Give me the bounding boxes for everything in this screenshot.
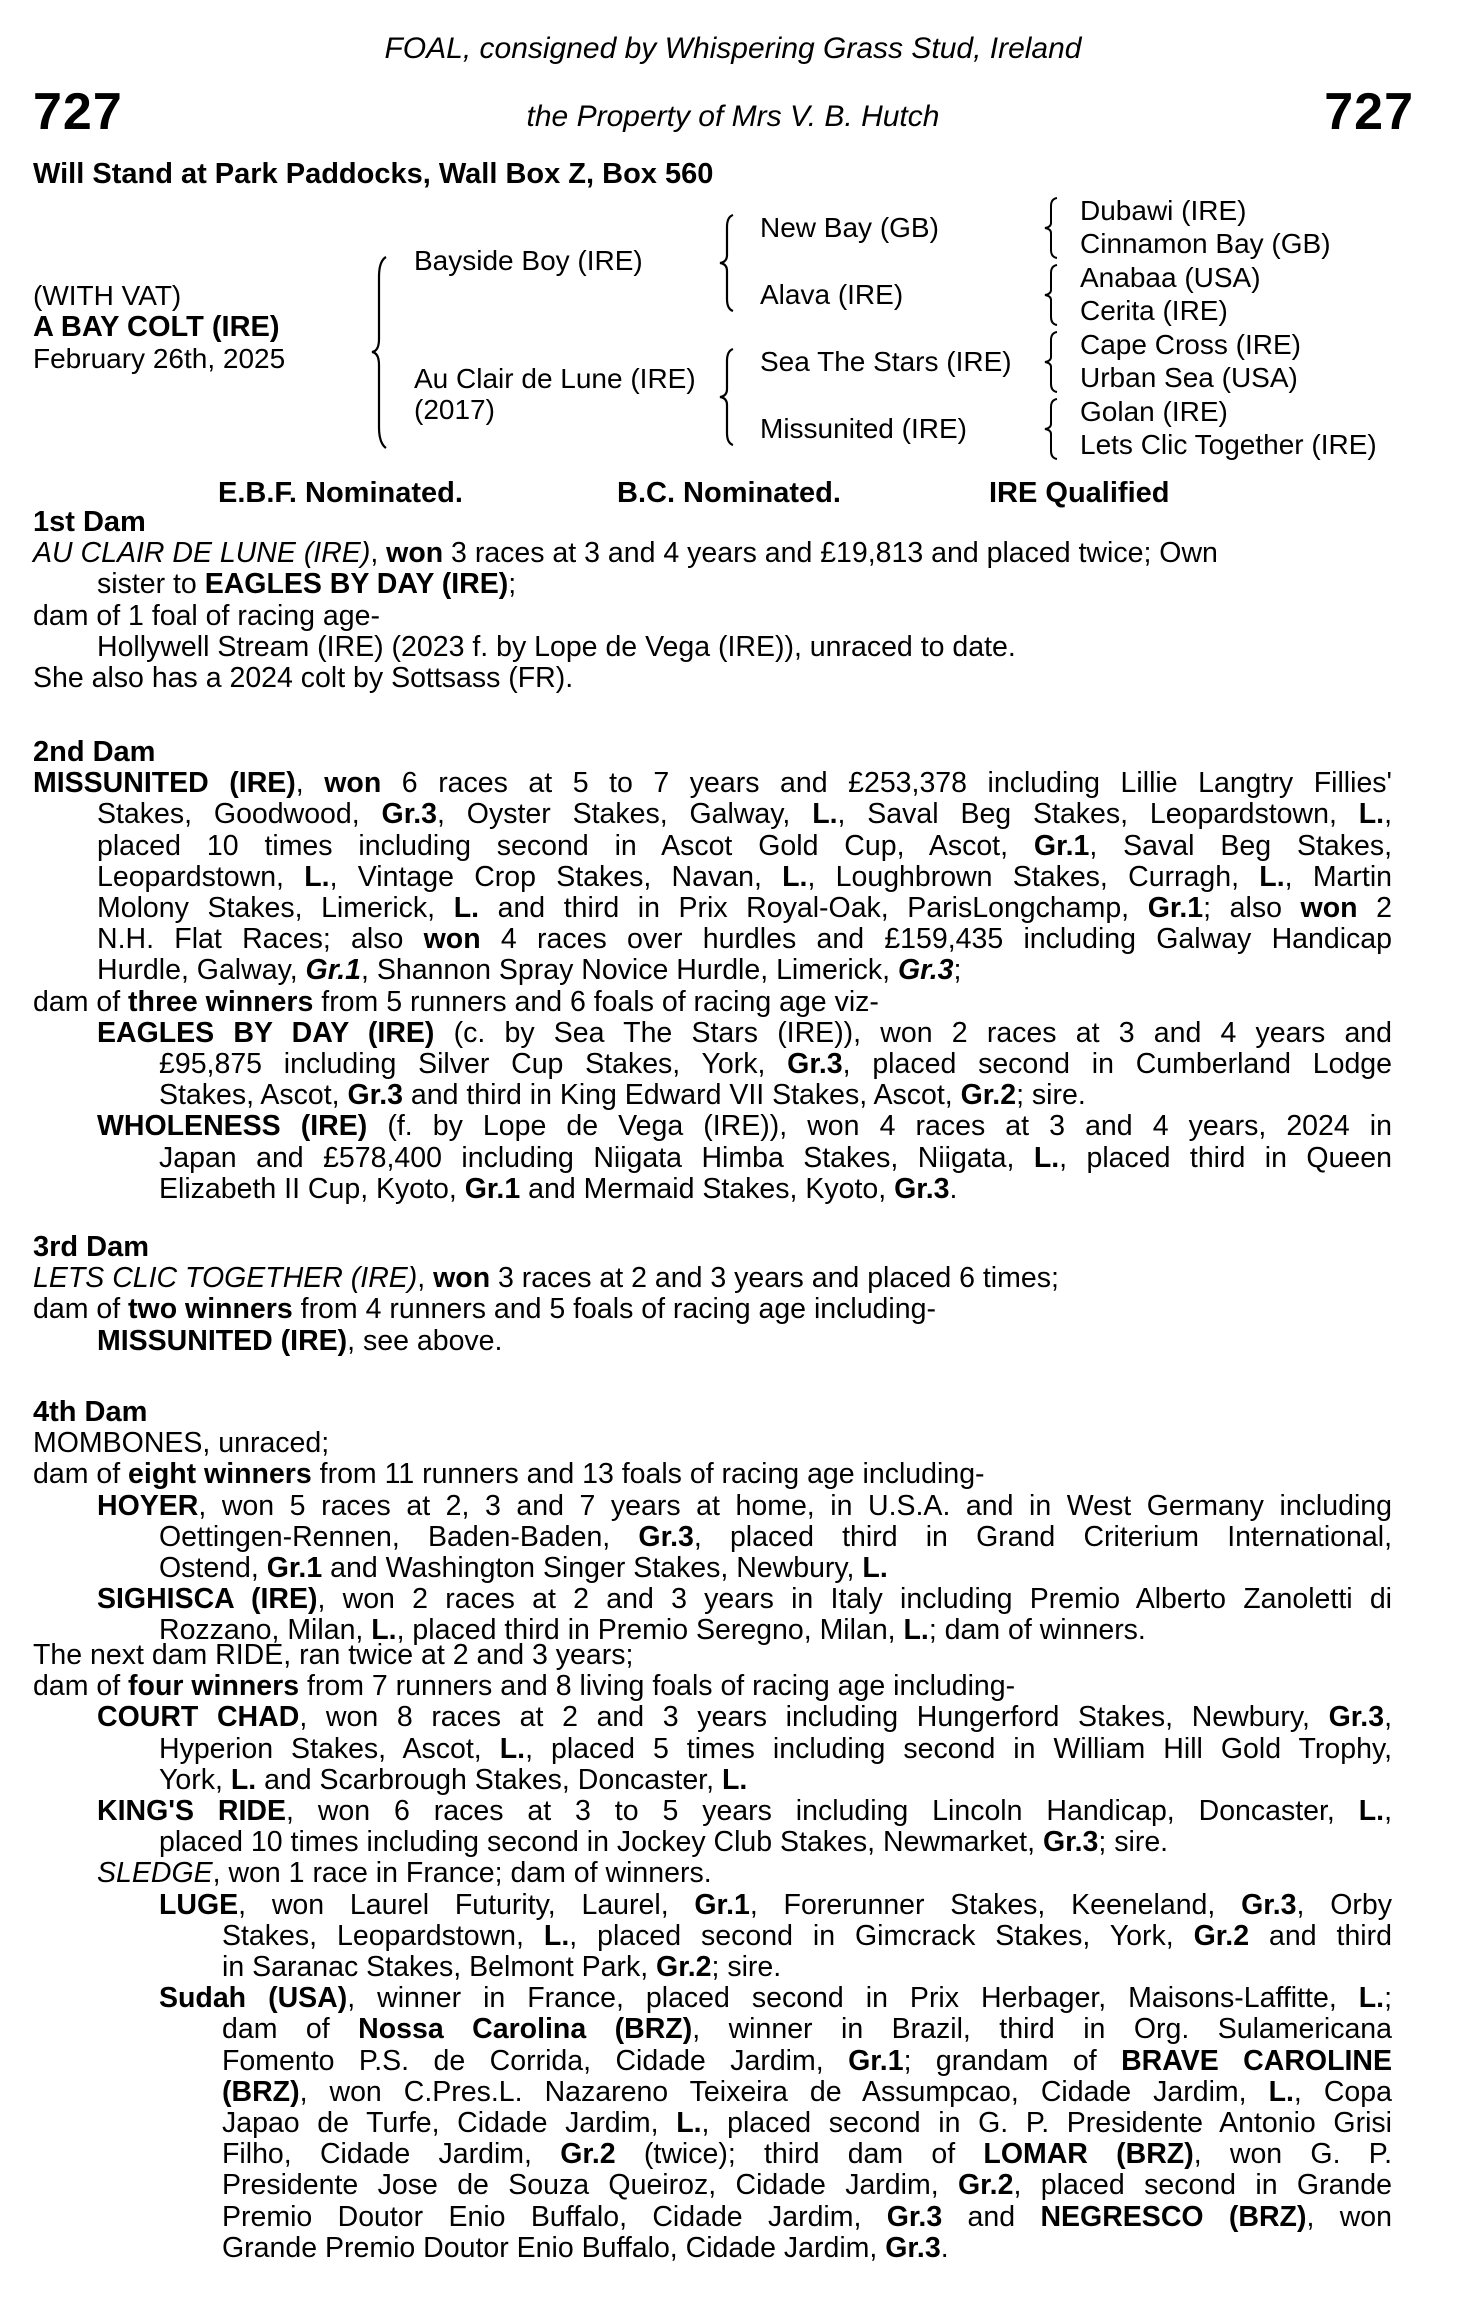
text-segment: Japan and £578,400 including Niigata Himba Stakes, Niigata, bbox=[159, 1142, 1034, 1174]
emphasis-text: L. bbox=[1268, 2076, 1294, 2108]
text-segment: , Saval Beg Stakes, bbox=[1089, 830, 1392, 862]
italic-name: SLEDGE bbox=[97, 1857, 213, 1890]
text-segment: 3 races at 3 and 4 years and £19,813 and placed twice; Own bbox=[443, 537, 1218, 570]
emphasis-text: EAGLES BY DAY (IRE) bbox=[204, 568, 509, 601]
text-segment: , Saval Beg Stakes, Leopardstown, bbox=[837, 799, 1359, 831]
text-segment: ; bbox=[953, 954, 962, 987]
text-segment: £95,875 including Silver Cup Stakes, York, bbox=[159, 1049, 788, 1080]
text-segment: ; grandam of bbox=[903, 2045, 1122, 2077]
lot-number-right: 727 bbox=[1324, 83, 1414, 141]
text-segment: ; bbox=[508, 568, 517, 601]
text-segment: and third in King Edward VII Stakes, Ascot, bbox=[402, 1079, 961, 1112]
text-line bbox=[159, 1890, 1392, 1921]
emphasis-text: NEGRESCO (BRZ) bbox=[1040, 2201, 1307, 2233]
text-segment: Ostend, bbox=[159, 1552, 267, 1584]
text-line bbox=[97, 862, 1392, 893]
text-segment: , placed 5 times including second in William Hill Gold Trophy, bbox=[525, 1733, 1392, 1765]
pedigree-brace-g3-3 bbox=[1043, 330, 1059, 394]
qualification-ire: IRE Qualified bbox=[989, 477, 1170, 509]
text-segment: and Washington Singer Stakes, Newbury, bbox=[322, 1552, 863, 1584]
emphasis-text: L. bbox=[1358, 799, 1385, 831]
emphasis-text: Gr.2 bbox=[960, 1079, 1017, 1112]
emphasis-text: Gr.1 bbox=[1033, 830, 1090, 862]
text-segment: , won 1 race in France; dam of winners. bbox=[212, 1857, 712, 1890]
text-segment: Japao de Turfe, Cidade Jardim, bbox=[222, 2108, 677, 2139]
text-line bbox=[97, 632, 1016, 663]
text-segment: and Mermaid Stakes, Kyoto, bbox=[520, 1172, 895, 1205]
text-line bbox=[33, 1263, 1059, 1294]
emphasis-text: two winners bbox=[128, 1293, 293, 1326]
text-segment: . bbox=[940, 2231, 949, 2264]
emphasis-text: Gr.3 bbox=[898, 954, 954, 987]
text-line bbox=[97, 1702, 1392, 1733]
foaling-date: February 26th, 2025 bbox=[33, 343, 286, 374]
text-line bbox=[222, 2014, 1392, 2045]
text-segment: , won 2 races at 2 and 3 years in Italy including Premio Alberto Zanoletti di bbox=[317, 1584, 1392, 1616]
emphasis-text: L. bbox=[1358, 1796, 1385, 1827]
text-segment: in Saranac Stakes, Belmont Park, bbox=[222, 1951, 657, 1983]
emphasis-text: L. bbox=[304, 861, 330, 893]
text-line bbox=[97, 1018, 1392, 1049]
text-line bbox=[33, 768, 1392, 799]
text-segment: Stakes, Ascot, bbox=[159, 1079, 348, 1112]
emphasis-text: Gr.1 bbox=[305, 954, 362, 987]
text-line bbox=[222, 2202, 1392, 2233]
text-segment: , placed second in Cumberland Lodge bbox=[842, 1049, 1392, 1080]
pedigree-sire: Bayside Boy (IRE) bbox=[414, 245, 643, 276]
text-segment: Presidente Jose de Souza Queiroz, Cidade Jardim, bbox=[222, 2170, 958, 2202]
emphasis-text: Gr.1 bbox=[464, 1172, 521, 1205]
text-segment: , bbox=[1384, 1702, 1392, 1734]
pedigree-sire-sire: New Bay (GB) bbox=[760, 212, 939, 243]
text-line bbox=[159, 1827, 1168, 1858]
text-segment: , won 8 races at 2 and 3 years including Hungerford Stakes, Newbury, bbox=[299, 1702, 1329, 1734]
text-line bbox=[97, 924, 1392, 955]
text-segment: , bbox=[295, 768, 325, 800]
text-line bbox=[222, 2139, 1392, 2170]
text-line bbox=[33, 1640, 633, 1671]
text-line bbox=[159, 1765, 747, 1796]
emphasis-text: Gr.2 bbox=[1193, 1920, 1250, 1952]
section-heading: 2nd Dam bbox=[33, 736, 156, 768]
text-line bbox=[97, 569, 516, 600]
text-line bbox=[97, 1584, 1392, 1615]
pedigree-gen3-3: Anabaa (USA) bbox=[1080, 262, 1261, 293]
emphasis-text: LOMAR (BRZ) bbox=[983, 2139, 1194, 2171]
text-segment: , placed second in Gimcrack Stakes, York, bbox=[569, 1920, 1194, 1952]
emphasis-text: MISSUNITED (IRE) bbox=[33, 768, 296, 800]
text-segment: from 7 runners and 8 living foals of racing age including- bbox=[299, 1670, 1016, 1703]
text-line bbox=[159, 1174, 957, 1205]
text-segment: dam of bbox=[33, 1293, 129, 1326]
emphasis-text: won bbox=[423, 924, 481, 956]
text-segment: Rozzano, Milan, bbox=[159, 1614, 372, 1647]
text-segment: , Loughbrown Stakes, Curragh, bbox=[807, 861, 1260, 893]
section-heading: 1st Dam bbox=[33, 506, 146, 538]
text-line bbox=[97, 1491, 1392, 1522]
emphasis-text: L. bbox=[453, 893, 480, 924]
emphasis-text: Gr.3 bbox=[787, 1049, 843, 1080]
text-line bbox=[97, 1858, 712, 1889]
text-segment: , placed second in G. P. Presidente Antonio Grisi bbox=[701, 2108, 1392, 2139]
text-line bbox=[97, 831, 1392, 862]
text-segment: , Forerunner Stakes, Keeneland, bbox=[749, 1889, 1242, 1921]
emphasis-text: LUGE bbox=[159, 1889, 239, 1921]
text-line bbox=[222, 2108, 1392, 2139]
text-line bbox=[222, 2046, 1392, 2077]
pedigree-brace-sire bbox=[718, 213, 736, 313]
emphasis-text: L. bbox=[499, 1733, 526, 1765]
text-line bbox=[33, 1428, 329, 1459]
text-segment: , won C.Pres.L. Nazareno Teixeira de Assumpcao, Cidade Jardim, bbox=[299, 2076, 1269, 2108]
pedigree-dam: Au Clair de Lune (IRE) bbox=[414, 363, 696, 394]
text-line bbox=[222, 1921, 1392, 1952]
emphasis-text: Gr.1 bbox=[266, 1552, 323, 1584]
section-heading: 4th Dam bbox=[33, 1396, 148, 1428]
text-line bbox=[97, 1111, 1392, 1142]
text-segment: ; sire. bbox=[1098, 1826, 1169, 1859]
text-line bbox=[97, 893, 1392, 924]
emphasis-text: Gr.3 bbox=[638, 1521, 694, 1553]
emphasis-text: Gr.1 bbox=[694, 1889, 750, 1921]
text-segment: Filho, Cidade Jardim, bbox=[222, 2139, 561, 2171]
text-segment: placed 10 times including second in Ascot Gold Cup, Ascot, bbox=[97, 830, 1034, 862]
text-segment: ; dam of winners. bbox=[928, 1614, 1146, 1647]
text-segment: N.H. Flat Races; also bbox=[97, 924, 424, 956]
emphasis-text: L. bbox=[230, 1763, 257, 1796]
text-line bbox=[97, 799, 1392, 830]
italic-name: LETS CLIC TOGETHER (IRE) bbox=[33, 1262, 418, 1295]
text-line bbox=[33, 601, 380, 632]
pedigree-dam-sire: Sea The Stars (IRE) bbox=[760, 346, 1012, 377]
text-line bbox=[33, 1671, 1015, 1702]
text-segment: Premio Doutor Enio Buffalo, Cidade Jardim, bbox=[222, 2201, 887, 2233]
text-segment: and third in Prix Royal-Oak, ParisLongchamp, bbox=[479, 893, 1148, 924]
text-segment: Oettingen-Rennen, Baden-Baden, bbox=[159, 1521, 639, 1553]
emphasis-text: won bbox=[324, 768, 382, 800]
emphasis-text: three winners bbox=[128, 985, 314, 1018]
emphasis-text: EAGLES BY DAY (IRE) bbox=[97, 1017, 435, 1049]
emphasis-text: Nossa Carolina (BRZ) bbox=[358, 2014, 693, 2046]
text-segment: , Orby bbox=[1296, 1889, 1392, 1921]
emphasis-text: Gr.3 bbox=[886, 2201, 943, 2233]
consignor-line: FOAL, consigned by Whispering Grass Stud, Ireland bbox=[384, 32, 1082, 65]
pedigree-gen3-4: Cerita (IRE) bbox=[1080, 295, 1228, 326]
text-segment: She also has a 2024 colt by Sottsass (FR). bbox=[33, 662, 574, 694]
text-segment: dam of bbox=[33, 985, 129, 1018]
emphasis-text: Gr.3 bbox=[894, 1172, 950, 1205]
text-line bbox=[222, 2077, 1392, 2108]
pedigree-brace-dam bbox=[718, 347, 736, 447]
text-segment: , see above. bbox=[347, 1324, 503, 1357]
text-segment: ; bbox=[1384, 1983, 1392, 2015]
text-line bbox=[33, 1294, 936, 1325]
text-segment: , placed third in Premio Seregno, Milan, bbox=[396, 1614, 904, 1647]
text-segment: , bbox=[417, 1262, 434, 1295]
emphasis-text: won bbox=[1300, 893, 1358, 924]
text-segment: and Scarbrough Stakes, Doncaster, bbox=[256, 1763, 722, 1796]
emphasis-text: SIGHISCA (IRE) bbox=[97, 1584, 318, 1616]
emphasis-text: Gr.3 bbox=[1241, 1889, 1297, 1921]
text-line bbox=[159, 1080, 1086, 1111]
text-segment: 4 races over hurdles and £159,435 including Galway Handicap bbox=[480, 924, 1392, 956]
emphasis-text: Gr.1 bbox=[848, 2045, 904, 2077]
emphasis-text: eight winners bbox=[128, 1458, 312, 1491]
text-segment: York, bbox=[159, 1763, 231, 1796]
emphasis-text: L. bbox=[782, 861, 808, 893]
emphasis-text: L. bbox=[862, 1552, 888, 1584]
pedigree-dam-year: (2017) bbox=[414, 394, 495, 425]
text-segment: , placed third in Grand Criterium International, bbox=[693, 1521, 1392, 1553]
text-segment: , Oyster Stakes, Galway, bbox=[437, 799, 813, 831]
pedigree-gen3-2: Cinnamon Bay (GB) bbox=[1080, 228, 1331, 259]
text-segment: MOMBONES, unraced; bbox=[33, 1427, 330, 1460]
text-line bbox=[97, 955, 961, 986]
text-segment: Grande Premio Doutor Enio Buffalo, Cidade Jardim, bbox=[222, 2231, 886, 2264]
emphasis-text: Gr.3 bbox=[885, 2231, 941, 2264]
pedigree-gen3-6: Urban Sea (USA) bbox=[1080, 362, 1298, 393]
text-line bbox=[222, 2233, 949, 2264]
text-segment: , won bbox=[1306, 2201, 1392, 2233]
text-segment: from 4 runners and 5 foals of racing age including- bbox=[292, 1293, 936, 1326]
text-segment: sister to bbox=[97, 568, 205, 601]
text-line bbox=[33, 1459, 985, 1490]
emphasis-text: L. bbox=[1033, 1142, 1060, 1174]
pedigree-brace-g3-4 bbox=[1043, 397, 1059, 461]
text-segment: , won 6 races at 3 to 5 years including Lincoln Handicap, Doncaster, bbox=[286, 1796, 1359, 1827]
text-segment: Hollywell Stream (IRE) (2023 f. by Lope de Vega (IRE)), unraced to date. bbox=[97, 630, 1016, 663]
emphasis-text: Gr.2 bbox=[656, 1951, 712, 1983]
text-segment: , Vintage Crop Stakes, Navan, bbox=[329, 861, 783, 893]
lot-number-left: 727 bbox=[33, 83, 123, 141]
text-segment: , placed second in Grande bbox=[1013, 2170, 1392, 2202]
text-segment: 6 races at 5 to 7 years and £253,378 including Lillie Langtry Fillies' bbox=[381, 768, 1392, 800]
text-line bbox=[159, 1734, 1392, 1765]
text-segment: dam of 1 foal of racing age- bbox=[33, 599, 380, 632]
pedigree-gen3-7: Golan (IRE) bbox=[1080, 396, 1228, 427]
qualification-ebf: E.B.F. Nominated. bbox=[218, 477, 463, 509]
emphasis-text: L. bbox=[812, 799, 838, 831]
emphasis-text: MISSUNITED (IRE) bbox=[97, 1324, 348, 1357]
text-line bbox=[222, 1952, 781, 1983]
qualification-bc: B.C. Nominated. bbox=[617, 477, 841, 509]
text-segment: , placed third in Queen bbox=[1059, 1142, 1392, 1174]
text-segment: . bbox=[949, 1172, 958, 1205]
emphasis-text: Gr.3 bbox=[381, 799, 438, 831]
text-segment: ; sire. bbox=[1016, 1079, 1086, 1112]
text-segment: , won Laurel Futurity, Laurel, bbox=[238, 1889, 695, 1921]
text-segment: Stakes, Goodwood, bbox=[97, 799, 382, 831]
emphasis-text: Gr.1 bbox=[1147, 893, 1204, 924]
text-segment: Hurdle, Galway, bbox=[97, 954, 306, 987]
text-segment: dam of bbox=[33, 1670, 129, 1703]
text-segment: dam of bbox=[222, 2014, 359, 2046]
text-segment: Fomento P.S. de Corrida, Cidade Jardim, bbox=[222, 2045, 849, 2077]
text-segment: , winner in France, placed second in Prix Herbager, Maisons-Laffitte, bbox=[347, 1983, 1359, 2015]
text-segment: 2 bbox=[1357, 893, 1392, 924]
emphasis-text: L. bbox=[543, 1920, 570, 1952]
emphasis-text: Sudah (USA) bbox=[159, 1983, 348, 2015]
emphasis-text: won bbox=[378, 537, 444, 570]
emphasis-text: COURT CHAD bbox=[97, 1702, 300, 1734]
text-segment: from 11 runners and 13 foals of racing age including- bbox=[311, 1458, 985, 1491]
emphasis-text: four winners bbox=[128, 1670, 300, 1703]
pedigree-gen3-1: Dubawi (IRE) bbox=[1080, 195, 1247, 226]
text-segment: , won G. P. bbox=[1193, 2139, 1392, 2171]
emphasis-text: Gr.2 bbox=[958, 2170, 1014, 2202]
text-segment: Molony Stakes, Limerick, bbox=[97, 893, 454, 924]
text-segment: , Copa bbox=[1293, 2076, 1392, 2108]
text-line bbox=[222, 2170, 1392, 2201]
pedigree-sire-dam: Alava (IRE) bbox=[760, 279, 904, 310]
text-segment: Elizabeth II Cup, Kyoto, bbox=[159, 1172, 465, 1205]
text-line bbox=[33, 663, 573, 694]
text-segment: , won 5 races at 2, 3 and 7 years at home, in U.S.A. and in West Germany including bbox=[198, 1490, 1392, 1522]
text-segment: and third bbox=[1249, 1920, 1392, 1952]
stand-location: Will Stand at Park Paddocks, Wall Box Z, Box 560 bbox=[33, 158, 714, 190]
emphasis-text: Gr.3 bbox=[347, 1079, 403, 1112]
text-segment: Stakes, Leopardstown, bbox=[222, 1920, 544, 1952]
emphasis-text: L. bbox=[676, 2108, 702, 2139]
pedigree-gen3-8: Lets Clic Together (IRE) bbox=[1080, 429, 1377, 460]
vat-note: (WITH VAT) bbox=[33, 280, 182, 311]
text-segment: , Shannon Spray Novice Hurdle, Limerick, bbox=[361, 954, 899, 987]
emphasis-text: Gr.3 bbox=[1328, 1702, 1385, 1734]
text-segment: Leopardstown, bbox=[97, 861, 305, 893]
text-segment: and bbox=[942, 2201, 1041, 2233]
text-line bbox=[159, 1049, 1392, 1080]
pedigree-dam-dam: Missunited (IRE) bbox=[760, 413, 967, 444]
text-segment: , bbox=[370, 537, 379, 570]
text-segment: from 5 runners and 6 foals of racing age viz- bbox=[313, 985, 879, 1018]
text-segment: , winner in Brazil, third in Org. Sulamericana bbox=[692, 2014, 1392, 2046]
emphasis-text: L. bbox=[721, 1763, 748, 1796]
text-segment: The next dam RIDE, ran twice at 2 and 3 years; bbox=[33, 1639, 634, 1671]
emphasis-text: BRAVE CAROLINE bbox=[1121, 2045, 1392, 2077]
text-line bbox=[159, 1983, 1392, 2014]
text-segment: (twice); third dam of bbox=[615, 2139, 984, 2171]
pedigree-brace-g3-2 bbox=[1043, 263, 1059, 327]
text-segment: , bbox=[1384, 799, 1392, 831]
emphasis-text: KING'S RIDE bbox=[97, 1796, 287, 1827]
text-segment: (f. by Lope de Vega (IRE)), won 4 races at 3 and 4 years, 2024 in bbox=[367, 1111, 1392, 1143]
emphasis-text: Gr.2 bbox=[560, 2139, 616, 2171]
emphasis-text: HOYER bbox=[97, 1490, 199, 1522]
lot-description: A BAY COLT (IRE) bbox=[33, 311, 280, 343]
emphasis-text: WHOLENESS (IRE) bbox=[97, 1111, 368, 1143]
pedigree-gen3-5: Cape Cross (IRE) bbox=[1080, 329, 1301, 360]
emphasis-text: L. bbox=[371, 1614, 397, 1647]
text-line bbox=[33, 538, 1218, 569]
pedigree-brace-g3-1 bbox=[1043, 196, 1059, 260]
text-segment: ; sire. bbox=[711, 1951, 782, 1983]
pedigree-brace-gen1 bbox=[370, 255, 390, 450]
emphasis-text: (BRZ) bbox=[222, 2076, 300, 2108]
text-line bbox=[159, 1143, 1392, 1174]
text-line bbox=[97, 1796, 1392, 1827]
text-line bbox=[97, 1326, 502, 1357]
text-segment: , bbox=[1384, 1796, 1392, 1827]
text-segment: , Martin bbox=[1284, 861, 1392, 893]
text-line bbox=[33, 987, 879, 1018]
text-segment: (c. by Sea The Stars (IRE)), won 2 races at 3 and 4 years and bbox=[434, 1017, 1392, 1049]
emphasis-text: won bbox=[433, 1262, 491, 1295]
emphasis-text: Gr.3 bbox=[1042, 1826, 1099, 1859]
emphasis-text: L. bbox=[1358, 1983, 1385, 2015]
text-line bbox=[159, 1522, 1392, 1553]
property-line: the Property of Mrs V. B. Hutch bbox=[526, 100, 940, 133]
section-heading: 3rd Dam bbox=[33, 1231, 150, 1263]
text-line bbox=[159, 1553, 888, 1584]
text-segment: placed 10 times including second in Jockey Club Stakes, Newmarket, bbox=[159, 1826, 1043, 1859]
emphasis-text: L. bbox=[1259, 861, 1285, 893]
emphasis-text: L. bbox=[903, 1614, 929, 1647]
text-segment: ; also bbox=[1203, 893, 1301, 924]
text-segment: dam of bbox=[33, 1458, 129, 1491]
text-segment: 3 races at 2 and 3 years and placed 6 times; bbox=[490, 1262, 1059, 1295]
text-segment: Hyperion Stakes, Ascot, bbox=[159, 1733, 500, 1765]
italic-name: AU CLAIR DE LUNE (IRE) bbox=[33, 537, 371, 570]
